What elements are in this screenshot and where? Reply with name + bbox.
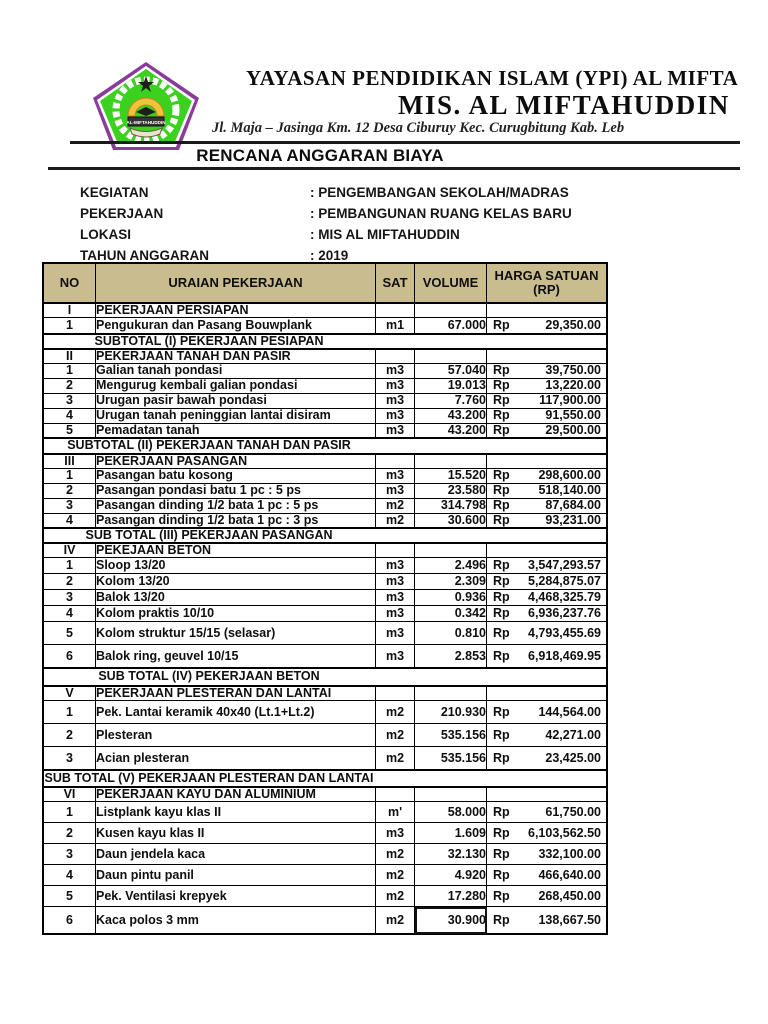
cell-uraian: PEKERJAAN PERSIAPAN	[96, 303, 376, 318]
cell-uraian: Kolom struktur 15/15 (selasar)	[96, 622, 376, 645]
cell-uraian: Urugan pasir bawah pondasi	[96, 393, 376, 408]
currency-prefix: Rp	[493, 378, 510, 393]
table-row	[43, 513, 607, 528]
cell-sat: m2	[376, 844, 415, 865]
cell-uraian: Plesteran	[96, 724, 376, 747]
cell-no: 2	[43, 574, 96, 590]
cell-harga	[487, 513, 608, 528]
cell-volume: 57.040	[415, 363, 487, 378]
cell-sat: m3	[376, 558, 415, 574]
amount-value: 93,231.00	[545, 513, 601, 527]
amount-value: 87,684.00	[545, 498, 601, 513]
cell-no: VI	[43, 787, 96, 802]
table-row	[43, 468, 607, 483]
cell-no: 2	[43, 823, 96, 844]
cell-harga	[487, 454, 608, 469]
cell-harga	[487, 303, 608, 318]
amount-value: 13,220.00	[545, 378, 601, 393]
currency-prefix: Rp	[493, 625, 510, 640]
table-row	[43, 787, 607, 802]
cell-no: III	[43, 454, 96, 469]
cell-volume: 1.609	[415, 823, 487, 844]
currency-prefix: Rp	[493, 423, 510, 438]
table-header-row	[43, 263, 607, 303]
cell-sat: m2	[376, 701, 415, 724]
currency-prefix: Rp	[493, 704, 510, 719]
cell-harga	[487, 468, 608, 483]
cell-no: 2	[43, 483, 96, 498]
table-row	[43, 802, 607, 823]
amount-value: 518,140.00	[538, 483, 601, 498]
rab-table	[42, 262, 608, 935]
cell-sat: m3	[376, 483, 415, 498]
cell-uraian: Acian plesteran	[96, 747, 376, 770]
currency-prefix: Rp	[493, 804, 510, 819]
info-row-pekerjaan	[80, 203, 720, 224]
currency-prefix: Rp	[493, 888, 510, 903]
rab-table-container	[42, 262, 600, 935]
cell-uraian: Galian tanah pondasi	[96, 363, 376, 378]
amount-value: 6,103,562.50	[528, 825, 601, 840]
cell-harga	[487, 747, 608, 770]
info-label: LOKASI	[80, 227, 132, 242]
cell-sat	[376, 454, 415, 469]
cell-sat: m3	[376, 645, 415, 668]
table-row	[43, 668, 607, 686]
amount-value: 3,547,293.57	[528, 558, 601, 573]
letterhead-rule-top	[70, 141, 740, 144]
cell-harga	[487, 606, 608, 622]
table-row	[43, 865, 607, 886]
cell-harga	[487, 686, 608, 701]
amount-value: 91,550.00	[545, 408, 601, 423]
table-row	[43, 558, 607, 574]
col-header-harga-line2: (RP)	[533, 282, 560, 297]
cell-uraian: Pasangan batu kosong	[96, 468, 376, 483]
currency-prefix: Rp	[493, 408, 510, 423]
cell-sat: m2	[376, 724, 415, 747]
cell-volume: 32.130	[415, 844, 487, 865]
cell-sat: m3	[376, 622, 415, 645]
cell-sat: m2	[376, 907, 415, 934]
currency-prefix: Rp	[493, 606, 510, 621]
cell-volume: 2.496	[415, 558, 487, 574]
currency-prefix: Rp	[493, 727, 510, 742]
table-row	[43, 438, 607, 453]
cell-uraian: Sloop 13/20	[96, 558, 376, 574]
amount-value: 144,564.00	[538, 704, 601, 719]
cell-harga	[487, 363, 608, 378]
table-row	[43, 528, 607, 543]
cell-volume: 17.280	[415, 886, 487, 907]
amount-value: 4,468,325.79	[528, 590, 601, 605]
amount-value: 23,425.00	[545, 750, 601, 765]
amount-value: 466,640.00	[538, 867, 601, 882]
cell-no: 1	[43, 558, 96, 574]
table-row	[43, 844, 607, 865]
cell-sat: m3	[376, 468, 415, 483]
currency-prefix: Rp	[493, 590, 510, 605]
info-label: PEKERJAAN	[80, 206, 164, 221]
amount-value: 61,750.00	[545, 804, 601, 819]
currency-prefix: Rp	[493, 317, 510, 332]
table-row	[43, 393, 607, 408]
info-row-kegiatan	[80, 182, 720, 203]
cell-sat: m3	[376, 574, 415, 590]
cell-no: 5	[43, 622, 96, 645]
table-row	[43, 483, 607, 498]
cell-volume	[415, 303, 487, 318]
table-row	[43, 645, 607, 668]
cell-uraian: Pek. Ventilasi krepyek	[96, 886, 376, 907]
cell-harga	[487, 701, 608, 724]
info-label: TAHUN ANGGARAN	[80, 248, 209, 263]
amount-value: 6,918,469.95	[528, 648, 601, 663]
cell-uraian: Listplank kayu klas II	[96, 802, 376, 823]
cell-no: 6	[43, 907, 96, 934]
cell-uraian: Pek. Lantai keramik 40x40 (Lt.1+Lt.2)	[96, 701, 376, 724]
cell-sat: m2	[376, 865, 415, 886]
col-header-harga-line1: HARGA SATUAN	[494, 268, 599, 284]
table-row	[43, 686, 607, 701]
cell-volume: 43.200	[415, 408, 487, 423]
table-row	[43, 303, 607, 318]
letterhead-rule-bottom	[48, 167, 740, 170]
cell-volume	[415, 787, 487, 802]
currency-prefix: Rp	[493, 648, 510, 663]
table-row	[43, 823, 607, 844]
cell-no: 4	[43, 865, 96, 886]
cell-uraian: Pengukuran dan Pasang Bouwplank	[96, 318, 376, 334]
cell-sat: m2	[376, 747, 415, 770]
cell-sat	[376, 543, 415, 558]
cell-volume: 0.936	[415, 590, 487, 606]
cell-uraian: Pasangan dinding 1/2 bata 1 pc : 5 ps	[96, 498, 376, 513]
cell-volume: 2.309	[415, 574, 487, 590]
currency-prefix: Rp	[493, 483, 510, 498]
cell-volume: 19.013	[415, 378, 487, 393]
cell-sat	[376, 349, 415, 364]
cell-sat: m2	[376, 886, 415, 907]
subtotal-label: SUB TOTAL (III) PEKERJAAN PASANGAN	[85, 528, 333, 543]
table-row	[43, 724, 607, 747]
cell-volume: 58.000	[415, 802, 487, 823]
table-row	[43, 574, 607, 590]
cell-volume: 4.920	[415, 865, 487, 886]
cell-sat	[376, 303, 415, 318]
cell-volume	[415, 686, 487, 701]
subtotal-label: SUB TOTAL (V) PEKERJAAN PLESTERAN DAN LANTAI	[44, 770, 374, 785]
cell-uraian: PEKEJAAN BETON	[96, 543, 376, 558]
cell-sat: m3	[376, 378, 415, 393]
table-row	[43, 318, 607, 334]
subtotal-cell	[43, 334, 607, 349]
table-row	[43, 770, 607, 787]
cell-harga	[487, 574, 608, 590]
table-row	[43, 886, 607, 907]
cell-volume	[415, 543, 487, 558]
cell-no: 6	[43, 645, 96, 668]
currency-prefix: Rp	[493, 846, 510, 861]
cell-volume: 314.798	[415, 498, 487, 513]
cell-harga	[487, 393, 608, 408]
cell-no: 1	[43, 468, 96, 483]
cell-uraian: PEKERJAAN PASANGAN	[96, 454, 376, 469]
cell-harga	[487, 907, 608, 934]
table-row	[43, 378, 607, 393]
cell-no: 3	[43, 393, 96, 408]
cell-no: 1	[43, 318, 96, 334]
cell-uraian: Balok 13/20	[96, 590, 376, 606]
cell-harga	[487, 590, 608, 606]
table-row	[43, 363, 607, 378]
school-logo	[90, 60, 202, 152]
cell-harga	[487, 483, 608, 498]
cell-no: IV	[43, 543, 96, 558]
cell-volume: 23.580	[415, 483, 487, 498]
cell-harga	[487, 622, 608, 645]
cell-no: V	[43, 686, 96, 701]
cell-uraian: Pasangan pondasi batu 1 pc : 5 ps	[96, 483, 376, 498]
subtotal-label: SUB TOTAL (IV) PEKERJAAN BETON	[98, 669, 320, 684]
cell-harga	[487, 543, 608, 558]
table-row	[43, 408, 607, 423]
org-name-line2: MIS. AL MIFTAHUDDIN	[398, 90, 730, 120]
cell-harga	[487, 423, 608, 438]
cell-harga	[487, 823, 608, 844]
table-row	[43, 498, 607, 513]
amount-value: 29,350.00	[545, 317, 601, 332]
amount-value: 117,900.00	[539, 393, 601, 408]
table-row	[43, 747, 607, 770]
amount-value: 29,500.00	[545, 423, 601, 438]
info-value: : MIS AL MIFTAHUDDIN	[310, 227, 460, 242]
rab-table-body	[43, 303, 607, 934]
cell-harga	[487, 408, 608, 423]
currency-prefix: Rp	[493, 912, 510, 927]
cell-volume: 0.342	[415, 606, 487, 622]
currency-prefix: Rp	[493, 867, 510, 882]
subtotal-cell	[43, 770, 607, 787]
cell-sat: m3	[376, 423, 415, 438]
cell-volume: 67.000	[415, 318, 487, 334]
cell-volume	[415, 454, 487, 469]
cell-harga	[487, 349, 608, 364]
col-header-volume: VOLUME	[415, 263, 487, 303]
cell-sat	[376, 787, 415, 802]
cell-no: 3	[43, 498, 96, 513]
currency-prefix: Rp	[493, 574, 510, 589]
amount-value: 5,284,875.07	[528, 574, 601, 589]
cell-sat: m1	[376, 318, 415, 334]
cell-uraian: PEKERJAAN PLESTERAN DAN LANTAI	[96, 686, 376, 701]
table-row	[43, 423, 607, 438]
project-info	[80, 182, 720, 266]
cell-harga	[487, 378, 608, 393]
cell-no: 5	[43, 886, 96, 907]
amount-value: 268,450.00	[538, 888, 601, 903]
cell-no: II	[43, 349, 96, 364]
table-row	[43, 334, 607, 349]
table-row	[43, 543, 607, 558]
cell-uraian: Kolom praktis 10/10	[96, 606, 376, 622]
cell-sat: m3	[376, 823, 415, 844]
col-header-harga	[487, 263, 608, 303]
currency-prefix: Rp	[493, 558, 510, 573]
cell-no: 2	[43, 378, 96, 393]
org-address: Jl. Maja – Jasinga Km. 12 Desa Ciburuy Kec. Curugbitung Kab. Leb	[212, 120, 625, 136]
cell-no: 4	[43, 513, 96, 528]
cell-harga	[487, 724, 608, 747]
currency-prefix: Rp	[493, 393, 510, 408]
cell-uraian: Mengurug kembali galian pondasi	[96, 378, 376, 393]
cell-no: 3	[43, 844, 96, 865]
cell-sat: m3	[376, 363, 415, 378]
cell-harga	[487, 802, 608, 823]
cell-volume: 535.156	[415, 747, 487, 770]
cell-uraian: Kaca polos 3 mm	[96, 907, 376, 934]
cell-no: 3	[43, 590, 96, 606]
cell-no: 4	[43, 606, 96, 622]
document-title: RENCANA ANGGARAN BIAYA	[196, 146, 444, 165]
col-header-sat: SAT	[376, 263, 415, 303]
cell-no: 1	[43, 701, 96, 724]
subtotal-cell	[43, 438, 607, 453]
currency-prefix: Rp	[493, 513, 510, 527]
info-label: KEGIATAN	[80, 185, 149, 200]
table-row	[43, 454, 607, 469]
info-value: : 2019	[310, 248, 349, 263]
cell-volume: 210.930	[415, 701, 487, 724]
amount-value: 138,667.50	[538, 912, 601, 927]
table-row	[43, 590, 607, 606]
table-row	[43, 622, 607, 645]
cell-harga	[487, 318, 608, 334]
cell-volume: 2.853	[415, 645, 487, 668]
cell-uraian: Kolom 13/20	[96, 574, 376, 590]
currency-prefix: Rp	[493, 363, 510, 378]
cell-volume: 0.810	[415, 622, 487, 645]
subtotal-cell	[43, 528, 607, 543]
cell-harga	[487, 865, 608, 886]
cell-volume: 43.200	[415, 423, 487, 438]
amount-value: 39,750.00	[545, 363, 601, 378]
cell-uraian: PEKERJAAN KAYU DAN ALUMINIUM	[96, 787, 376, 802]
amount-value: 42,271.00	[545, 727, 601, 742]
logo-banner-text: AL-MIFTAHUDDIN	[126, 120, 166, 125]
cell-no: 1	[43, 802, 96, 823]
cell-no: 2	[43, 724, 96, 747]
cell-uraian: Daun pintu panil	[96, 865, 376, 886]
amount-value: 298,600.00	[538, 468, 601, 483]
info-row-lokasi	[80, 224, 720, 245]
subtotal-cell	[43, 668, 607, 686]
cell-uraian: Daun jendela kaca	[96, 844, 376, 865]
cell-harga	[487, 844, 608, 865]
currency-prefix: Rp	[493, 498, 510, 513]
cell-harga	[487, 886, 608, 907]
cell-uraian: Pemadatan tanah	[96, 423, 376, 438]
amount-value: 332,100.00	[538, 846, 601, 861]
cell-sat: m2	[376, 513, 415, 528]
cell-harga	[487, 498, 608, 513]
subtotal-label: SUBTOTAL (I) PEKERJAAN PESIAPAN	[94, 333, 324, 348]
table-row	[43, 606, 607, 622]
cell-volume: 535.156	[415, 724, 487, 747]
cell-harga	[487, 558, 608, 574]
table-row	[43, 701, 607, 724]
table-row	[43, 907, 607, 934]
cell-no: 3	[43, 747, 96, 770]
cell-uraian: Kusen kayu klas II	[96, 823, 376, 844]
cell-sat: m'	[376, 802, 415, 823]
cell-sat: m2	[376, 498, 415, 513]
table-row	[43, 349, 607, 364]
cell-sat: m3	[376, 393, 415, 408]
cell-sat: m3	[376, 590, 415, 606]
cell-harga	[487, 645, 608, 668]
cell-volume: 30.900	[415, 907, 487, 934]
subtotal-label: SUBTOTAL (II) PEKERJAAN TANAH DAN PASIR	[67, 438, 351, 453]
col-header-no: NO	[43, 263, 96, 303]
cell-uraian: PEKERJAAN TANAH DAN PASIR	[96, 349, 376, 364]
cell-no: I	[43, 303, 96, 318]
cell-no: 5	[43, 423, 96, 438]
amount-value: 4,793,455.69	[528, 625, 601, 640]
col-header-uraian: URAIAN PEKERJAAN	[96, 263, 376, 303]
cell-sat: m3	[376, 408, 415, 423]
currency-prefix: Rp	[493, 750, 510, 765]
cell-volume: 30.600	[415, 513, 487, 528]
info-value: : PEMBANGUNAN RUANG KELAS BARU	[310, 206, 572, 221]
org-name-line1: YAYASAN PENDIDIKAN ISLAM (YPI) AL MIFTA	[246, 66, 739, 90]
info-value: : PENGEMBANGAN SEKOLAH/MADRAS	[310, 185, 569, 200]
currency-prefix: Rp	[493, 468, 510, 483]
cell-no: 1	[43, 363, 96, 378]
cell-volume: 15.520	[415, 468, 487, 483]
cell-harga	[487, 787, 608, 802]
currency-prefix: Rp	[493, 825, 510, 840]
cell-sat	[376, 686, 415, 701]
cell-volume	[415, 349, 487, 364]
amount-value: 6,936,237.76	[528, 606, 601, 621]
cell-sat: m3	[376, 606, 415, 622]
cell-uraian: Balok ring, geuvel 10/15	[96, 645, 376, 668]
cell-uraian: Pasangan dinding 1/2 bata 1 pc : 3 ps	[96, 513, 376, 528]
cell-uraian: Urugan tanah peninggian lantai disiram	[96, 408, 376, 423]
cell-volume: 7.760	[415, 393, 487, 408]
cell-no: 4	[43, 408, 96, 423]
